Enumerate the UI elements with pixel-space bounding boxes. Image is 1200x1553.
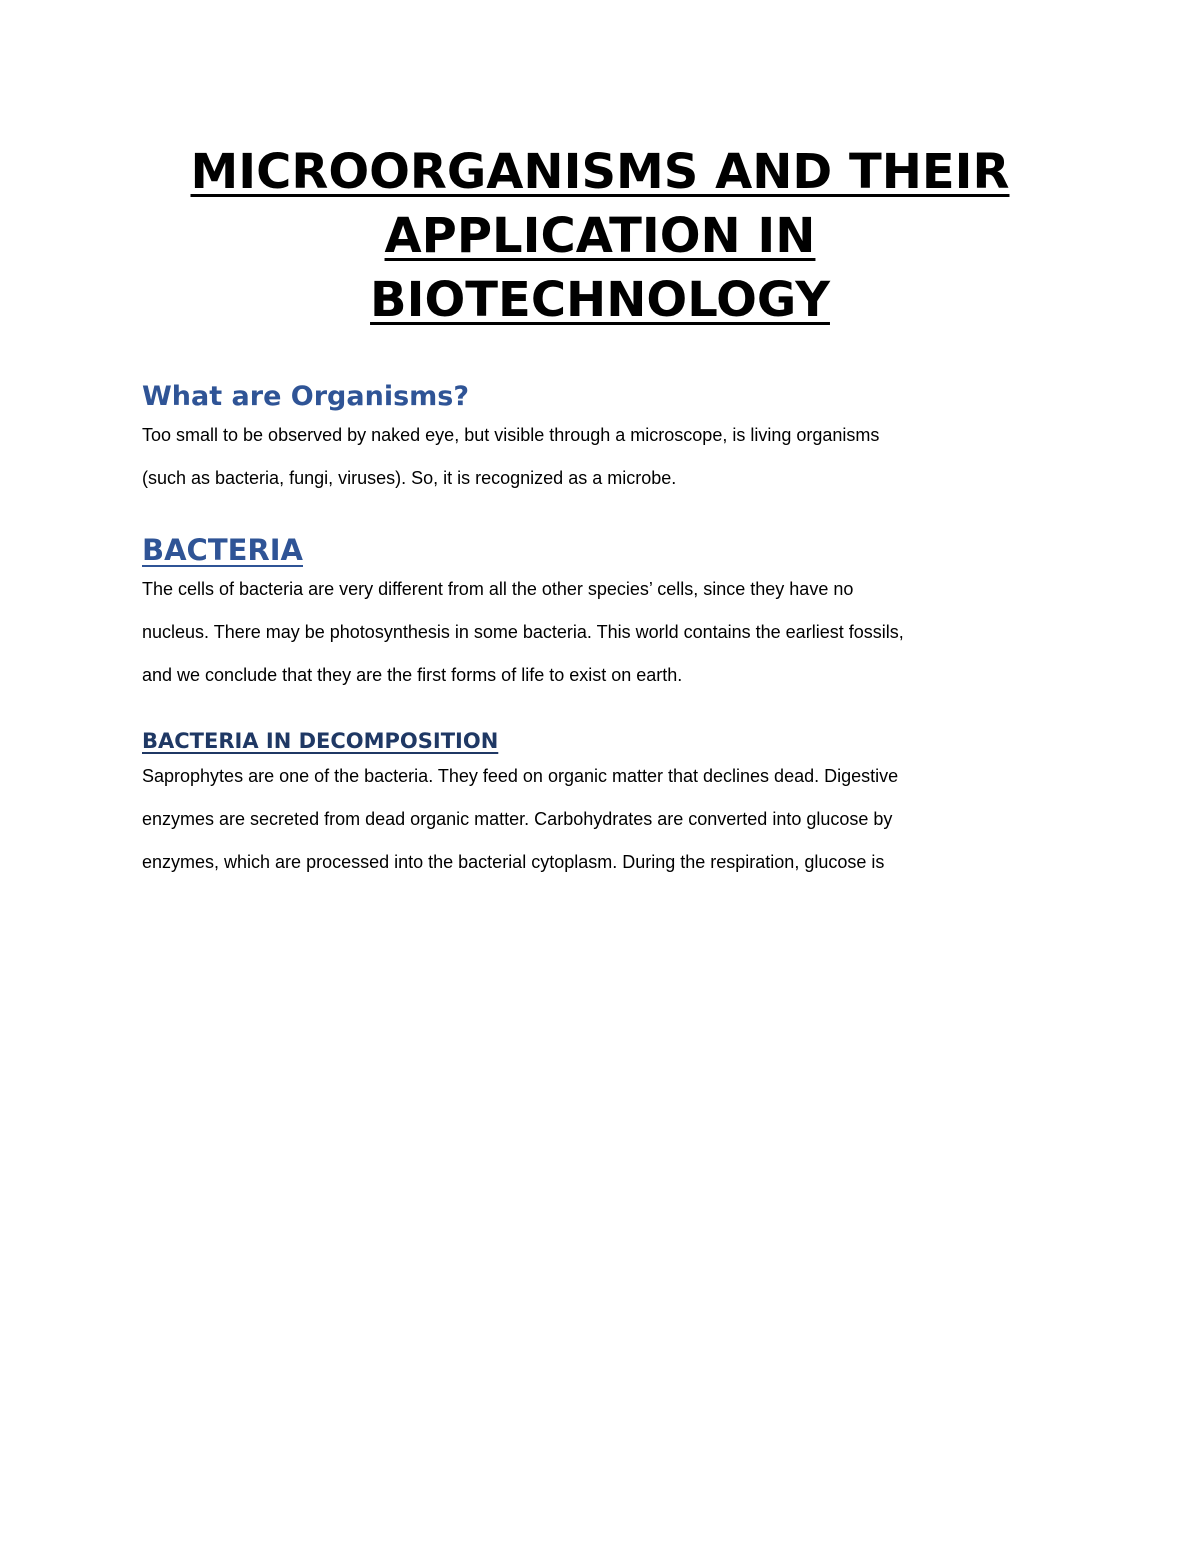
title-line-text: BIOTECHNOLOGY xyxy=(370,272,830,328)
paragraph-line: The cells of bacteria are very different from all the other species’ cells, since they have no xyxy=(142,579,854,599)
title-line xyxy=(142,268,1058,332)
paragraph-line: nucleus. There may be photosynthesis in some bacteria. This world contains the earliest fossils, xyxy=(142,622,904,642)
title-line xyxy=(142,204,1058,268)
paragraph-line: enzymes, which are processed into the bacterial cytoplasm. During the respiration, glucose is xyxy=(142,852,885,872)
paragraph-bacteria xyxy=(142,568,1058,697)
section-heading-what-are-organisms: What are Organisms? xyxy=(142,381,470,412)
paragraph-line: (such as bacteria, fungi, viruses). So, it is recognized as a microbe. xyxy=(142,468,677,488)
section-heading-bacteria-in-decomposition: BACTERIA IN DECOMPOSITION xyxy=(142,729,499,753)
title-line-text: MICROORGANISMS AND THEIR xyxy=(190,144,1010,200)
paragraph-line: and we conclude that they are the first forms of life to exist on earth. xyxy=(142,665,683,685)
paragraph-line: Too small to be observed by naked eye, but visible through a microscope, is living organisms xyxy=(142,425,880,445)
paragraph-bacteria-in-decomposition xyxy=(142,755,1058,884)
paragraph-line: enzymes are secreted from dead organic matter. Carbohydrates are converted into glucose by xyxy=(142,809,893,829)
section-heading-bacteria: BACTERIA xyxy=(142,533,303,567)
document-body xyxy=(142,140,1058,884)
title-line-text: APPLICATION IN xyxy=(384,208,816,264)
paragraph-what-are-organisms xyxy=(142,414,1058,500)
title-line xyxy=(142,140,1058,204)
paragraph-line: Saprophytes are one of the bacteria. They feed on organic matter that declines dead. Digestive xyxy=(142,766,899,786)
document-title xyxy=(142,140,1058,332)
